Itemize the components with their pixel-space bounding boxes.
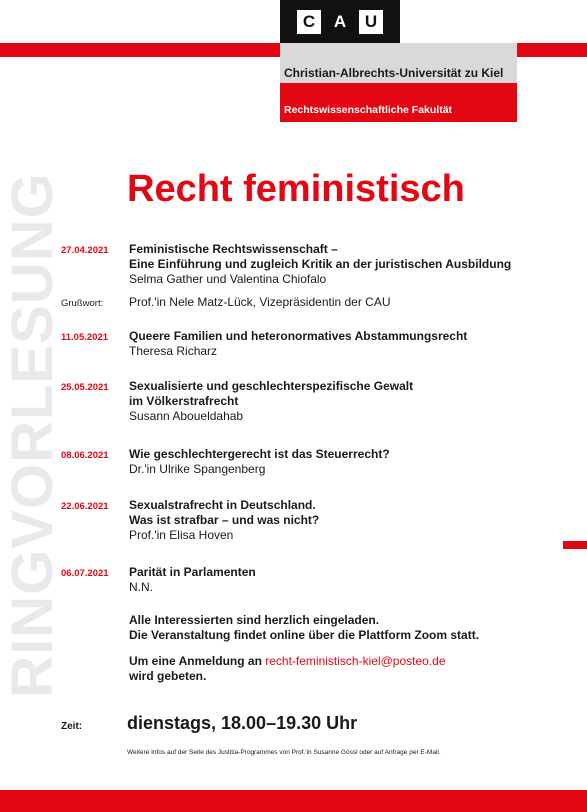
event-speaker: Prof.'in Elisa Hoven — [129, 528, 234, 542]
event-title-line: Sexualisierte und geschlechterspezifische Gewalt — [129, 379, 414, 393]
cau-logo — [280, 0, 400, 43]
time-label: Zeit: — [61, 721, 83, 732]
faculty-name: Rechtswissenschaftliche Fakultät — [284, 104, 453, 116]
registration-email-link[interactable]: recht-feministisch-kiel@posteo.de — [265, 654, 446, 668]
event-date: 08.06.2021 — [61, 450, 109, 461]
event-title-line: Feministische Rechtswissenschaft – — [129, 242, 338, 256]
faculty-banner — [280, 83, 517, 122]
event-date: 27.04.2021 — [61, 245, 109, 256]
registration-text — [129, 654, 446, 684]
side-red-tab — [563, 541, 587, 549]
logo-letter-a: A — [328, 10, 352, 34]
greeting-label: Grußwort: — [61, 298, 104, 309]
event-title-line: Sexualstrafrecht in Deutschland. — [129, 498, 316, 512]
logo-letter-c: C — [297, 10, 321, 34]
event-speaker: Theresa Richarz — [129, 344, 218, 358]
bottom-red-bar — [0, 790, 587, 812]
event-speaker: N.N. — [129, 580, 153, 594]
event-speaker: Susann Aboueldahab — [129, 409, 244, 423]
event-speaker: Selma Gather und Valentina Chiofalo — [129, 272, 327, 286]
university-banner — [280, 43, 517, 83]
page-title: Recht feministisch — [127, 168, 465, 210]
event-speaker: Dr.'in Ulrike Spangenberg — [129, 462, 266, 476]
event-title-line: Eine Einführung und zugleich Kritik an der juristischen Ausbildung — [129, 257, 512, 271]
event-title-line: Wie geschlechtergerecht ist das Steuerrecht? — [129, 447, 390, 461]
invitation-line-1: Alle Interessierten sind herzlich eingeladen. — [129, 613, 380, 627]
greeting-speaker: Prof.'in Nele Matz-Lück, Vizepräsidentin der CAU — [129, 295, 391, 309]
invitation-line-2: Die Veranstaltung findet online über die Plattform Zoom statt. — [129, 628, 480, 642]
event-date: 22.06.2021 — [61, 501, 109, 512]
registration-suffix: wird gebeten. — [129, 669, 207, 683]
vertical-ringvorlesung-text: RINGVORLESUNG — [0, 172, 65, 698]
event-date: 25.05.2021 — [61, 382, 109, 393]
registration-prefix: Um eine Anmeldung an — [129, 654, 266, 668]
event-date: 06.07.2021 — [61, 568, 109, 579]
university-name: Christian-Albrechts-Universität zu Kiel — [284, 66, 504, 80]
time-value: dienstags, 18.00–19.30 Uhr — [127, 713, 358, 733]
event-title-line: Was ist strafbar – und was nicht? — [129, 513, 320, 527]
logo-letter-u: U — [359, 10, 383, 34]
event-date: 11.05.2021 — [61, 332, 109, 343]
event-title-line: Parität in Parlamenten — [129, 565, 256, 579]
footnote: Weitere Infos auf der Seite des Justitia-Programmes von Prof.'in Susanne Gössl oder auf Anfrage per E-Mail. — [127, 749, 441, 756]
invitation-text — [129, 613, 479, 643]
event-title-line: Queere Familien und heteronormatives Abstammungsrecht — [129, 329, 468, 343]
event-title-line: im Völkerstrafrecht — [129, 394, 239, 408]
